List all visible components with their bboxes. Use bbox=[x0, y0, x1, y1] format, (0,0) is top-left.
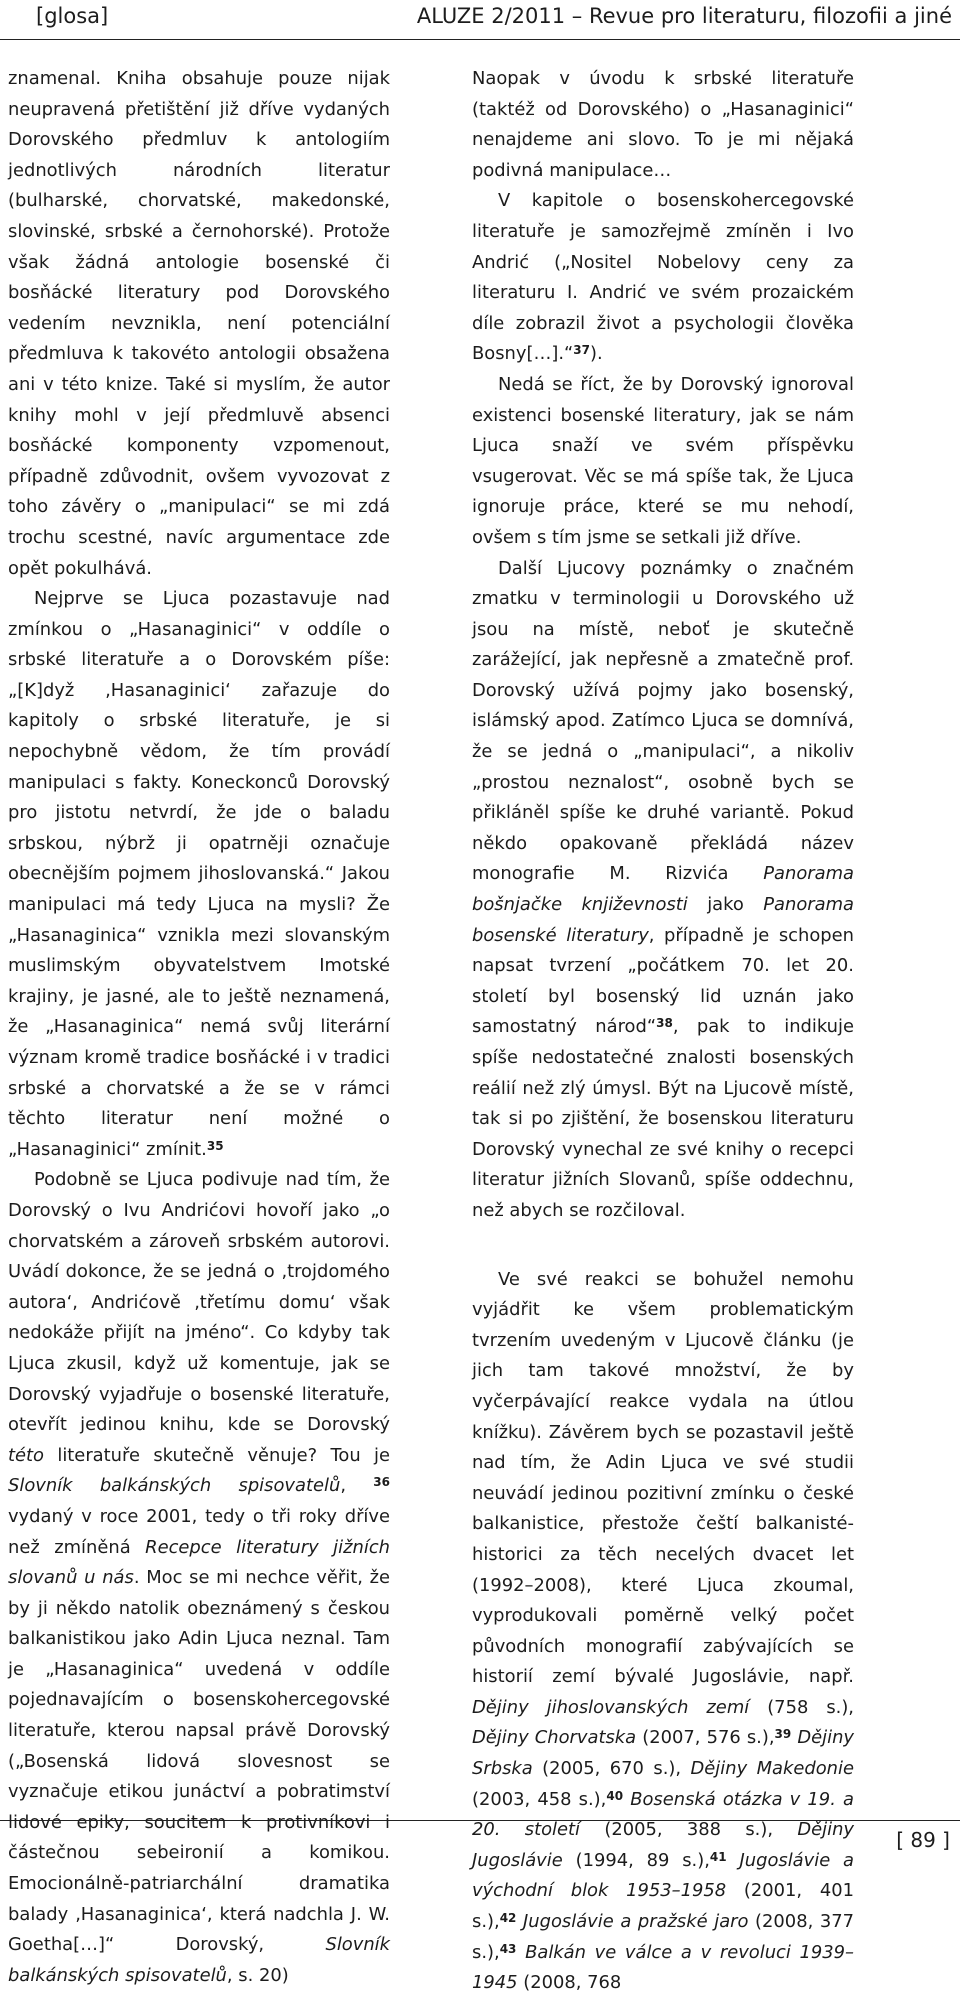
book-title: Dějiny Jugoslávie bbox=[472, 1819, 854, 1871]
footnote-ref[interactable]: 39 bbox=[774, 1727, 792, 1742]
section-tag: [glosa] bbox=[36, 4, 109, 28]
paragraph: Nedá se říct, že by Dorovský ignoroval existenci bosenské literatury, jak se nám Ljuca snaží ve svém příspěvku vsugerovat. Věc se má spíše tak, že Ljuca ignoruje práce, které se mu nehodí, ovšem s tím jsme se setkali již dříve. bbox=[472, 373, 854, 548]
paragraph: V kapitole o bosenskohercegovské literatuře je samozřejmě zmíněn i Ivo Andrić („Nositel Nobelovy ceny za literaturu I. Andrić ve svém prozaickém díle zobrazil život a psychologii člověka Bosny[…].“$^{37}$). bbox=[472, 190, 854, 365]
paragraph: znamenal. Kniha obsahuje pouze nijak neupravená přetištění již dříve vydaných Dorovského předmluv k antologiím jednotlivých národních literatur (bulharské, chorvatské, makedonské, slovinské, srbské a černohorské). Protože však žádná antologie bosenské či bosňácké literatury pod Dorovského vedením nevznikla, není potenciální předmluva k takovéto antologii obsažena ani v této knize. Také si myslím, že autor knihy mohl v její předmluvě absenci bosňácké komponenty vzpomenout, případně zdůvodnit, ovšem vyvozovat z toho závěry o „manipulaci“ se mi zdá trochu scestné, navíc argumentace zde opět pokulhává. bbox=[8, 68, 390, 579]
book-title: Recepce literatury jižních slovanů u nás bbox=[8, 1536, 390, 1589]
footnote-ref[interactable]: 43 bbox=[499, 1941, 517, 1956]
footnote-ref[interactable]: 42 bbox=[499, 1911, 517, 1926]
journal-title: ALUZE 2/2011 – Revue pro literaturu, filozofii a jiné bbox=[416, 4, 952, 28]
right-column bbox=[472, 64, 854, 1999]
book-title: Dějiny Chorvatska bbox=[472, 1727, 637, 1749]
book-title: Balkán ve válce a v revoluci 1939–1945 bbox=[472, 1941, 855, 1994]
footer-rule bbox=[0, 1820, 960, 1821]
footnote-ref[interactable]: 40 bbox=[606, 1788, 624, 1803]
book-title: Slovník balkánských spisovatelů bbox=[8, 1934, 390, 1986]
footnote-ref[interactable]: 35 bbox=[206, 1138, 224, 1153]
emphasis: této bbox=[8, 1444, 44, 1466]
footnote-ref[interactable]: 38 bbox=[656, 1016, 673, 1031]
book-title: Jugoslávie a pražské jaro bbox=[522, 1911, 749, 1933]
book-title: Dějiny Srbska bbox=[472, 1727, 854, 1780]
paragraph: Naopak v úvodu k srbské literatuře (taktéž od Dorovského) o „Hasanaginici“ nenajdeme ani slovo. To je mi nějaká podivná manipulace… bbox=[472, 68, 854, 181]
page-number: [ 89 ] bbox=[896, 1828, 950, 1852]
footnote-ref[interactable]: 41 bbox=[709, 1849, 727, 1864]
left-column bbox=[8, 64, 390, 1991]
paragraph: Další Ljucovy poznámky o značném zmatku v terminologii u Dorovského už jsou na místě, neboť je skutečně zarážející, jak nepřesně a zmatečně prof. Dorovský užívá pojmy jako bosenský, islámský apod. Zatímco Ljuca se domnívá, že se jedná o „manipulaci“, a nikoliv „prostou neznalost“, osobně bych se přikláněl spíše ke druhé variantě. Pokud někdo opakovaně překládá název monografie M. Rizvića Panorama bošnjačke književnosti jako Panorama bosenské literatury, případně je schopen napsat tvrzení „počátkem 70. let 20. století byl bosenský lid uznán jako samostatný národ“$^{38}$, pak to indikuje spíše nedostatečné znalosti bosenských reálií než zlý úmysl. Být na Ljucově místě, tak si po zjištění, že bosenskou literaturu Dorovský vynechal ze své knihy o recepci literatur jižních Slovanů, spíše oddechnu, než abych se rozčiloval. bbox=[472, 557, 855, 1221]
book-title: Dějiny Makedonie bbox=[690, 1758, 854, 1780]
book-title: Slovník balkánských spisovatelů bbox=[8, 1475, 341, 1497]
footnote-ref[interactable]: 36 bbox=[373, 1475, 390, 1490]
book-title: Panorama bosenské literatury bbox=[472, 894, 854, 946]
book-title: Jugoslávie a východní blok 1953–1958 bbox=[472, 1849, 855, 1902]
footnote-ref[interactable]: 37 bbox=[573, 343, 590, 358]
book-title: Dějiny jihoslovanských zemí bbox=[472, 1696, 750, 1718]
paragraph: Nejprve se Ljuca pozastavuje nad zmínkou o „Hasanaginici“ v oddíle o srbské literatuře a o Dorovském píše: „[K]dyž ‚Hasanaginici‘ zařazuje do kapitoly o srbské literatuře, je si nepochybně vědom, že tím provádí manipulaci s fakty. Koneckonců Dorovský pro jistotu netvrdí, že jde o baladu srbskou, nýbrž ji opatrněji označuje obecnějším pojmem jihoslovanská.“ Jakou manipulaci má tedy Ljuca na mysli? Že „Hasanaginica“ vznikla mezi slovanským muslimským obyvatelstvem Imotské krajiny, je jasné, ale to ještě neznamená, že „Hasanaginica“ nemá svůj literární význam kromě tradice bosňácké i v tradici srbské a chorvatské a že se v rámci těchto literatur není možné o „Hasanaginici“ zmínit.$^{35}$ bbox=[8, 588, 390, 1160]
running-header bbox=[0, 0, 960, 40]
page-footer bbox=[0, 1810, 960, 1866]
book-title: Bosenská otázka v 19. a 20. století bbox=[472, 1788, 854, 1841]
book-title: Panorama bošnjačke književnosti bbox=[472, 863, 854, 916]
paragraph: Podobně se Ljuca podivuje nad tím, že Dorovský o Ivu Andrićovi hovoří jako „o chorvatském a zároveň srbském autorovi. Uvádí dokonce, že se jedná o ‚trojdomého autora‘, Andrićově ‚třetímu domu‘ však nedokáže přijít na jméno“. Co kdyby tak Ljuca zkusil, když už komentuje, jak se Dorovský vyjadřuje o bosenské literatuře, otevřít jedinou knihu, kde se Dorovský této literatuře skutečně věnuje? Tou je Slovník balkánských spisovatelů, $^{36}$ vydaný v roce 2001, tedy o tři roky dříve než zmíněná Recepce literatury jižních slovanů u nás. Moc se mi nechce věřit, že by ji někdo natolik obeznámený s českou balkanistikou jako Adin Ljuca neznal. Tam je „Hasanaginica“ uvedená v oddíle pojednavajícím o bosenskohercegovské literatuře, kterou napsal právě Dorovský („Bosenská lidová slovesnost se vyznačuje etikou junáctví a pobratimství lidové epiky, soucitem k protivníkovi i částečnou sebeironií a komikou. Emocionálně-patriarchální dramatika balady ‚Hasanaginica‘, která nadchla J. W. Goetha[…]“ Dorovský, Slovník balkánských spisovatelů, s. 20) bbox=[8, 1169, 391, 1986]
paragraph: Ve své reakci se bohužel nemohu vyjádřit ke všem problematickým tvrzením uvedeným v Ljucově článku (je jich tam takové množství, že by vyčerpávající reakce vydala na útlou knížku). Závěrem bych se pozastavil ještě nad tím, že Adin Ljuca ve své studii neuvádí jedinou pozitivní zmínku o české balkanistice, přestože čeští balkanisté-historici za těch necelých dvacet let (1992–2008), které Ljuca zkoumal, vyprodukovali poměrně velký počet původních monografií zabývajících se historií zemí bývalé Jugoslávie, např. Dějiny jihoslovanských zemí (758 s.), Dějiny Chorvatska (2007, 576 s.),$^{39}$ Dějiny Srbska (2005, 670 s.), Dějiny Makedonie (2003, 458 s.),$^{40}$ Bosenská otázka v 19. a 20. století (2005, 388 s.), Dějiny Jugoslávie (1994, 89 s.),$^{41}$ Jugoslávie a východní blok 1953–1958 (2001, 401 s.),$^{42}$ Jugoslávie a pražské jaro (2008, 377 s.),$^{43}$ Balkán ve válce a v revoluci 1939–1945 (2008, 768 bbox=[472, 1268, 855, 1994]
